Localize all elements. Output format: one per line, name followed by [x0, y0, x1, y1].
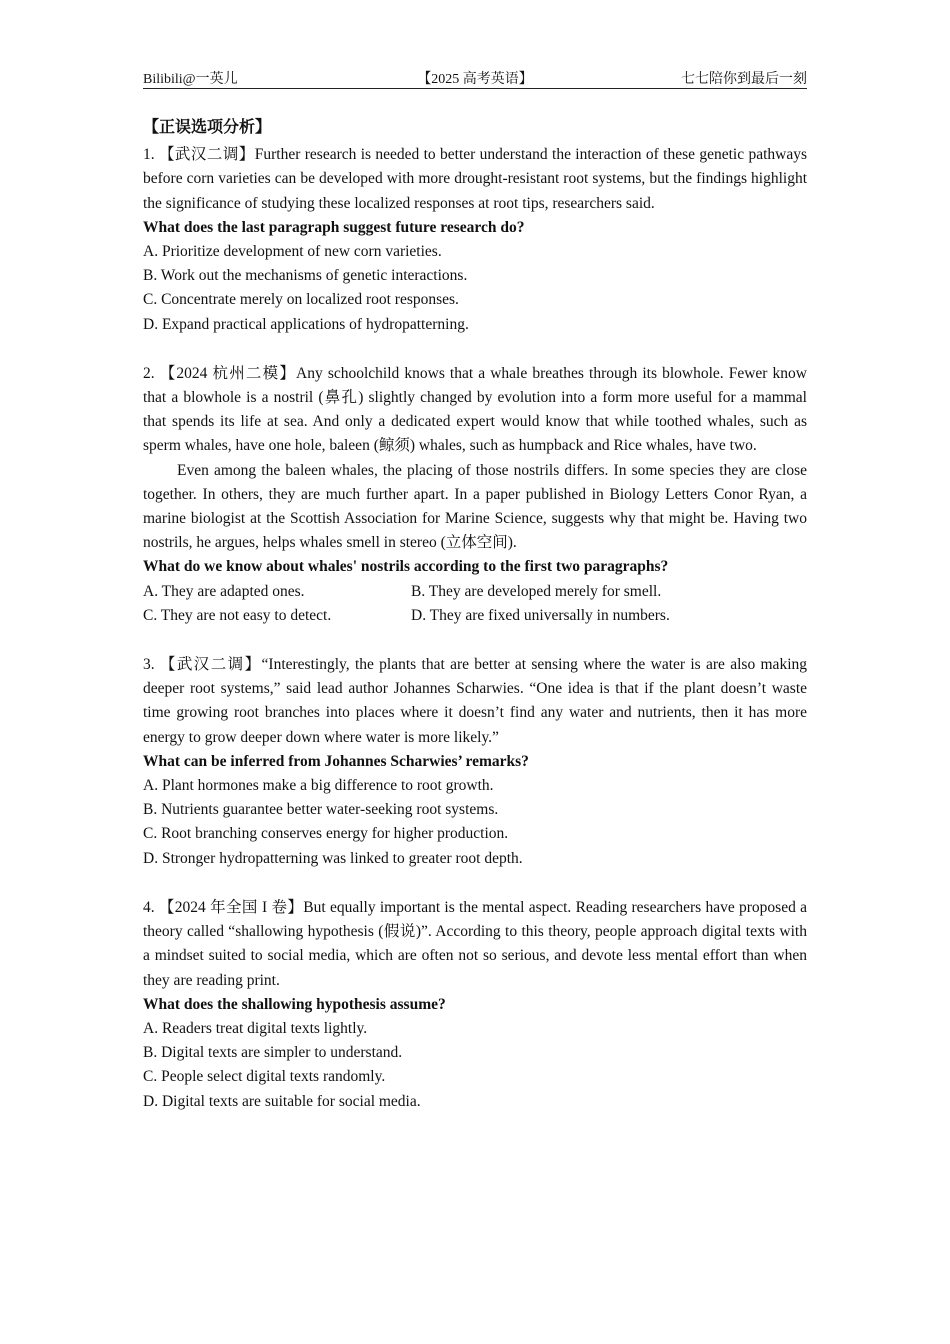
option-d: D. Stronger hydropatterning was linked to greater root depth. [143, 849, 523, 867]
header-left-text: Bilibili@一英儿 [143, 72, 238, 87]
options-row [143, 580, 807, 604]
option-d: D. They are fixed universally in numbers. [411, 606, 670, 624]
option-c: C. People select digital texts randomly. [143, 1068, 386, 1086]
option-b: B. Nutrients guarantee better water-seeking root systems. [143, 801, 499, 819]
question-item-2 [143, 362, 807, 628]
passage-paragraph: Even among the baleen whales, the placing of those nostrils differs. In some species they are close together. In others, they are much further apart. In a paper published in Biology Letters Conor Ryan, a marine biologist at the Scottish Association for Marine Science, suggests why that might be. Having two nostrils, he argues, helps whales smell in stereo (立体空间). [143, 461, 807, 552]
section-title: 【正误选项分析】 [143, 119, 272, 136]
question-text: What can be inferred from Johannes Scharwies’ remarks? [143, 752, 529, 770]
options-row [143, 604, 807, 628]
page-header [143, 66, 807, 89]
question-item-3 [143, 653, 807, 871]
question-text: What does the last paragraph suggest future research do? [143, 218, 525, 236]
question-item-4 [143, 896, 807, 1114]
document-body [143, 116, 807, 1139]
option-b: B. They are developed merely for smell. [411, 582, 662, 600]
option-b: B. Work out the mechanisms of genetic interactions. [143, 267, 468, 285]
question-item-1 [143, 143, 807, 337]
passage-paragraph: 1. 【武汉二调】Further research is needed to better understand the interaction of these genetic pathways before corn varieties can be developed with more drought-resistant root systems, but the findings highlight the significance of studying these localized responses at root tips, researchers said. [143, 146, 807, 212]
option-c: C. Root branching conserves energy for higher production. [143, 825, 509, 843]
passage-paragraph: 2. 【2024 杭州二模】Any schoolchild knows that a whale breathes through its blowhole. Fewer know that a blowhole is a nostril (鼻孔) slightly changed by evolution into a form more useful for a mammal that spends its life at sea. And only a dedicated expert would know that while toothed whales, such as sperm whales, have one hole, baleen (鲸须) whales, such as humpback and Rice whales, have two. [143, 364, 807, 455]
option-c: C. They are not easy to detect. [143, 606, 332, 624]
question-text: What does the shallowing hypothesis assume? [143, 995, 446, 1013]
option-b: B. Digital texts are simpler to understand. [143, 1044, 403, 1062]
header-right-text: 七七陪你到最后一刻 [681, 72, 807, 87]
passage-paragraph: 3. 【武汉二调】“Interestingly, the plants that are better at sensing where the water is are also making deeper root systems,” said lead author Johannes Scharwies. “One idea is that if the plant doesn’t waste time growing root branches into places where it doesn’t find any water and nutrients, then it has more energy to grow deeper down where water is more likely.” [143, 656, 807, 746]
option-d: D. Digital texts are suitable for social media. [143, 1092, 421, 1110]
header-center-text: 【2025 高考英语】 [417, 72, 533, 87]
option-d: D. Expand practical applications of hydropatterning. [143, 315, 469, 333]
option-a: A. They are adapted ones. [143, 582, 305, 600]
passage-paragraph: 4. 【2024 年全国 I 卷】But equally important is the mental aspect. Reading researchers have proposed a theory called “shallowing hypothesis (假说)”. According to this theory, people approach digital texts with a mindset suited to social media, which are often not so serious, and devote less mental effort than when they are reading print. [143, 898, 807, 989]
question-text: What do we know about whales' nostrils according to the first two paragraphs? [143, 558, 669, 576]
option-a: A. Plant hormones make a big difference to root growth. [143, 777, 494, 795]
option-c: C. Concentrate merely on localized root responses. [143, 291, 459, 309]
option-a: A. Prioritize development of new corn varieties. [143, 243, 442, 261]
option-a: A. Readers treat digital texts lightly. [143, 1019, 368, 1037]
